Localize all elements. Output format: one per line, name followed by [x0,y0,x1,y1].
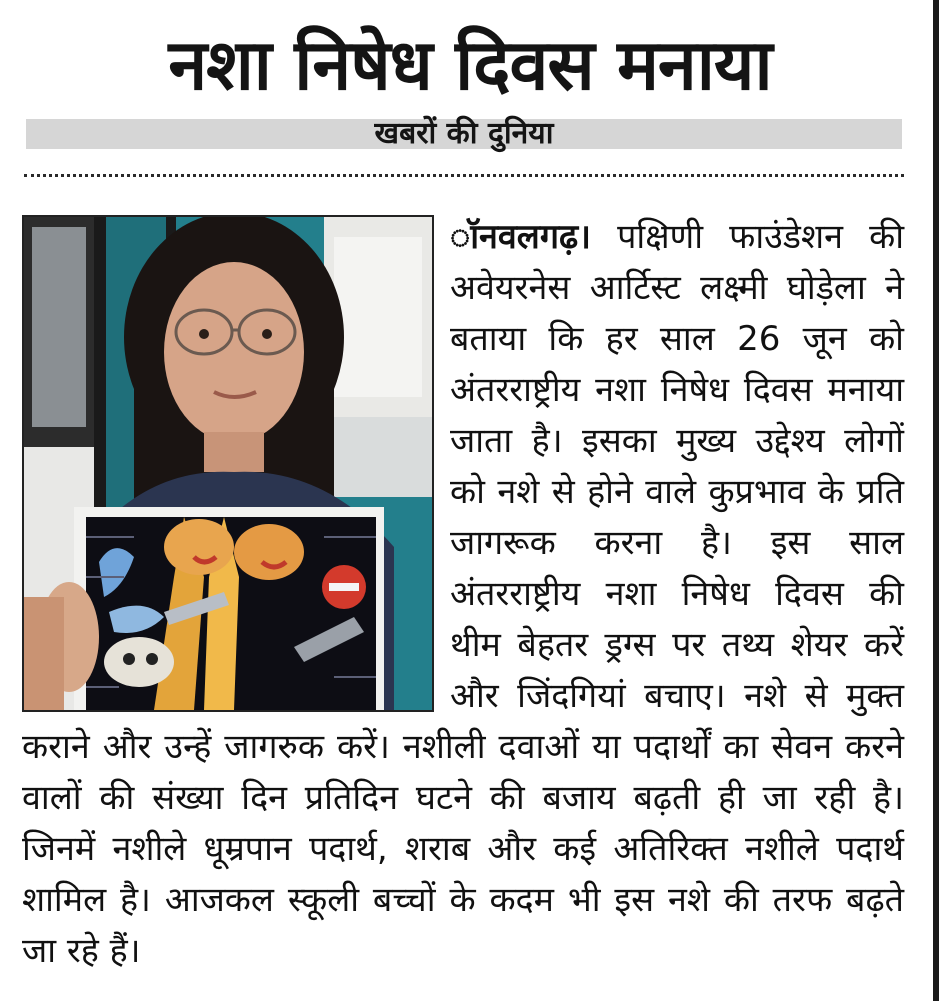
dotted-divider [24,174,904,177]
article-text: पक्षिणी फाउंडेशन की अवेयरनेस आर्टिस्ट लक्ष्मी घोड़ेला ने बताया कि हर साल 26 जून को अंतरराष्ट्रीय नशा निषेध दिवस मनाया जाता है। इसका मुख्य उद्देश्य लोगों को नशे से होने वाले कुप्रभाव के प्रति जागरूक करना है। इस साल अंतरराष्ट्रीय नशा निषेध दिवस की थीम बेहतर ड्रग्स पर तथ्य शेयर करें और जिंदगियां बचाए। नशे से मुक्त कराने और उन्हें जागरुक करें। नशीली दवाओं या पदार्थों का सेवन करने वालों की संख्या दिन प्रतिदिन घटने की बजाय बढ़ती ही जा रही है। जिनमें नशीले धूम्रपान पदार्थ, शराब और कई अतिरिक्त नशीले पदार्थ शामिल है। आजकल स्कूली बच्चों के कदम भी इस नशे की तरफ बढ़ते जा रहे हैं। [22,217,904,971]
artist-with-painting-photo-icon [24,217,432,710]
section-label: खबरों की दुनिया [374,116,554,151]
page-edge-rule [933,0,939,1001]
artist-photo [22,215,434,712]
dateline: ॉनवलगढ़। [450,217,591,257]
headline: नशा निषेध दिवस मनाया [168,24,772,106]
